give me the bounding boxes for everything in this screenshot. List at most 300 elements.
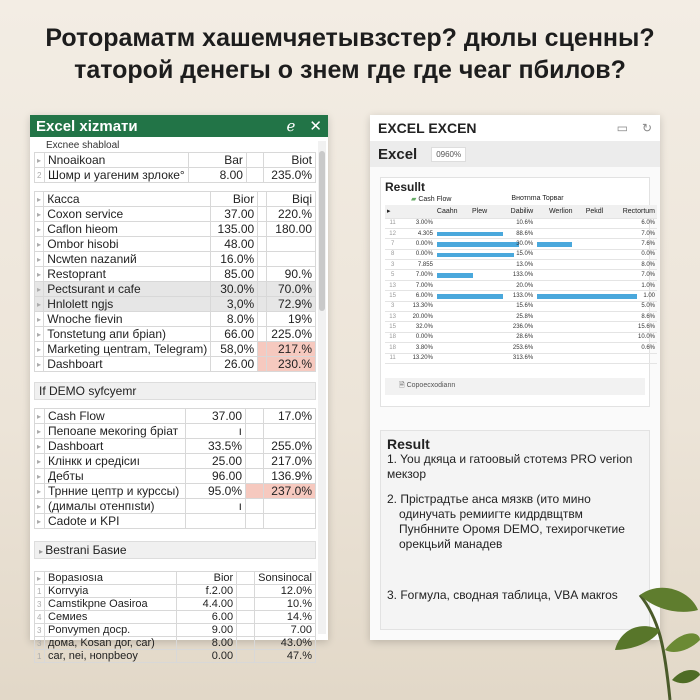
toolbar <box>370 141 660 167</box>
value-cell: ı <box>186 424 246 439</box>
document-icon: 🗎 <box>399 381 407 389</box>
table-row[interactable] <box>35 454 316 469</box>
gap <box>575 270 606 280</box>
gap-cell <box>246 153 263 168</box>
value-a: 0.00% <box>400 332 435 342</box>
bar-cell-3 <box>535 291 574 301</box>
table-row[interactable] <box>35 342 316 357</box>
bar-cell-3 <box>535 228 574 238</box>
row-label: Hnlolett ngjs <box>44 297 211 312</box>
table-row[interactable] <box>35 237 316 252</box>
value-cell: 237.0% <box>264 484 316 499</box>
row-index: 11 <box>385 218 400 228</box>
header-row <box>385 205 657 218</box>
column-header[interactable] <box>400 205 435 218</box>
data-bar <box>437 273 473 278</box>
gap-cell <box>258 237 267 252</box>
edge-icon[interactable]: ℯ <box>286 118 296 135</box>
value-cell: 43.0% <box>255 637 316 650</box>
value-c: 88.6% <box>497 228 535 238</box>
table-row[interactable] <box>35 424 316 439</box>
value-d: 6.0% <box>605 218 657 228</box>
row-marker: ▸ <box>35 252 44 267</box>
panel-title: EXCEL EXCEN <box>378 120 477 136</box>
chart-icon: ▰ <box>411 196 419 203</box>
value-cell: 10.% <box>255 598 316 611</box>
row-marker: ▸ <box>35 357 44 372</box>
row-index: 7 <box>385 239 400 249</box>
row-label: Korrvyia <box>45 585 177 598</box>
gap-cell <box>237 572 255 585</box>
gap-cell <box>258 357 267 372</box>
bar-cell-1 <box>435 280 470 290</box>
row-index: 18 <box>385 332 400 342</box>
row-label: (дималы отенпıstи) <box>45 499 186 514</box>
value-d: 0.0% <box>605 249 657 259</box>
row-marker: 3 <box>35 637 45 650</box>
plant-decoration <box>610 500 700 700</box>
row-label: Клінкк и средісиı <box>45 454 186 469</box>
value-c: 28.6% <box>497 332 535 342</box>
gap-cell <box>246 454 264 469</box>
gap <box>575 218 606 228</box>
expand-icon: ▸ <box>39 547 46 556</box>
value-cell: 90.% <box>267 267 316 282</box>
value-d: 5.0% <box>605 301 657 311</box>
gap-cell <box>258 267 267 282</box>
row-marker: ▸ <box>35 297 44 312</box>
column-header[interactable]: Dabiliw <box>497 205 535 218</box>
template-caption: Excnee shabloal <box>46 140 120 151</box>
row-marker: ▸ <box>35 454 45 469</box>
bar-cell-3 <box>535 260 574 270</box>
row-label: Nnoaikoan <box>44 153 188 168</box>
gap-cell <box>237 598 255 611</box>
row-marker: ▸ <box>35 237 44 252</box>
result-chart-card <box>380 177 655 407</box>
row-label: Caflon hieom <box>44 222 211 237</box>
bar-cell-2 <box>470 218 497 228</box>
value-cell: 3,0% <box>211 297 258 312</box>
row-marker: ▸ <box>35 342 44 357</box>
value-d: 15.6% <box>605 322 657 332</box>
table-row[interactable] <box>35 207 316 222</box>
value-cell: 17.0% <box>264 409 316 424</box>
bar-cell-1 <box>435 312 470 322</box>
gap-cell <box>246 409 264 424</box>
row-label: Cadote и KPI <box>45 514 186 529</box>
value-cell: 30.0% <box>211 282 258 297</box>
row-index: 11 <box>385 353 400 363</box>
table-row[interactable] <box>35 297 316 312</box>
table-row[interactable] <box>35 282 316 297</box>
gap-cell <box>258 327 267 342</box>
row-label: Dashboart <box>44 357 211 372</box>
row-marker: ▸ <box>35 153 45 168</box>
value-cell: 66.00 <box>211 327 258 342</box>
table-row <box>385 280 657 290</box>
row-label: Cash Flow <box>45 409 186 424</box>
row-marker: ▸ <box>35 469 45 484</box>
value-cell: 6.00 <box>177 611 237 624</box>
value-c: 25.8% <box>497 312 535 322</box>
result-item-3: 3. Fогмула, сводная таблица, VBA макros <box>387 588 618 602</box>
table-row <box>385 343 657 353</box>
value-c: 313.6% <box>497 353 535 363</box>
gap-cell <box>246 469 264 484</box>
value-cell: 136.9% <box>264 469 316 484</box>
row-marker: 3 <box>35 624 45 637</box>
bar-cell-3 <box>535 249 574 259</box>
value-cell: 12.0% <box>255 585 316 598</box>
value-cell: f.2.00 <box>177 585 237 598</box>
value-cell: 14.% <box>255 611 316 624</box>
row-marker: 2 <box>35 168 45 183</box>
table-row[interactable] <box>35 153 316 168</box>
gap-cell <box>237 624 255 637</box>
value-cell: 19% <box>267 312 316 327</box>
bar-cell-2 <box>470 322 497 332</box>
gap <box>575 312 606 322</box>
value-cell: 70.0% <box>267 282 316 297</box>
value-cell: 0.00 <box>177 650 237 663</box>
gap-cell <box>237 611 255 624</box>
value-cell: 72.9% <box>267 297 316 312</box>
value-cell: 47.% <box>255 650 316 663</box>
gap-cell <box>246 424 264 439</box>
table-row[interactable] <box>35 409 316 424</box>
bar-cell-2 <box>470 239 497 249</box>
table-row <box>385 228 657 238</box>
row-label: Ponvymen доср. <box>45 624 177 637</box>
gap <box>575 322 606 332</box>
row-index: 3 <box>385 301 400 311</box>
bar-cell-1 <box>435 260 470 270</box>
gap-cell <box>258 342 267 357</box>
row-marker: ▸ <box>35 192 44 207</box>
footer-link[interactable]: 🗎 Copoecxodiann <box>385 378 645 395</box>
bar-cell-1 <box>435 249 470 259</box>
bar-cell-3 <box>535 353 574 363</box>
value-cell: 217.0% <box>264 454 316 469</box>
gap <box>575 343 606 353</box>
scrollbar-thumb[interactable] <box>319 151 325 311</box>
table-row[interactable] <box>35 624 316 637</box>
bar-cell-2 <box>470 343 497 353</box>
bar-cell-3 <box>535 343 574 353</box>
row-index: 13 <box>385 312 400 322</box>
gap <box>575 353 606 363</box>
bar-cell-3 <box>535 280 574 290</box>
row-label: дома, Kosan дог, car) <box>45 637 177 650</box>
base-section-label[interactable] <box>34 541 316 559</box>
table-block-4 <box>34 571 316 663</box>
bar-cell-3 <box>535 322 574 332</box>
value-cell: 85.00 <box>211 267 258 282</box>
column-header[interactable]: Plew <box>470 205 497 218</box>
bar-cell-1 <box>435 322 470 332</box>
value-a: 32.0% <box>400 322 435 332</box>
row-index: 5 <box>385 270 400 280</box>
table-row[interactable] <box>35 598 316 611</box>
table-row <box>385 260 657 270</box>
bar-cell-2 <box>470 291 497 301</box>
value-a: 6.00% <box>400 291 435 301</box>
bar-cell-2 <box>470 353 497 363</box>
table-block-1 <box>34 152 316 183</box>
row-marker: 1 <box>35 650 45 663</box>
card-title: Resullt <box>385 180 426 194</box>
value-a: 7.00% <box>400 270 435 280</box>
gap-cell <box>246 168 263 183</box>
panel-title: Excel xizmaти <box>36 117 138 135</box>
excel-tab[interactable]: Excel <box>378 145 418 163</box>
table-row[interactable] <box>35 650 316 663</box>
gap-cell <box>258 207 267 222</box>
row-label: Pectsurant и cafe <box>44 282 211 297</box>
table-row <box>385 301 657 311</box>
row-label: Restoprant <box>44 267 211 282</box>
value-cell: 180.00 <box>267 222 316 237</box>
bar-cell-3 <box>535 301 574 311</box>
gap-cell <box>258 297 267 312</box>
table-row[interactable] <box>35 469 316 484</box>
gap-cell <box>246 514 264 529</box>
table-row[interactable] <box>35 637 316 650</box>
value-cell: 37.00 <box>211 207 258 222</box>
column-header[interactable]: ▸ <box>385 205 400 218</box>
value-cell: 96.00 <box>186 469 246 484</box>
value-cell: Biot <box>264 153 316 168</box>
row-label: Dashboart <box>45 439 186 454</box>
bar-cell-2 <box>470 249 497 259</box>
value-cell: 8.00 <box>188 168 246 183</box>
card-title: Result <box>387 436 430 452</box>
value-d: 10.0% <box>605 332 657 342</box>
table-block-2 <box>34 191 316 372</box>
value-cell: 37.00 <box>186 409 246 424</box>
bar-cell-1 <box>435 353 470 363</box>
value-c: 30.0% <box>497 239 535 249</box>
row-index: 15 <box>385 291 400 301</box>
table-row[interactable] <box>35 499 316 514</box>
value-d: 7.0% <box>605 270 657 280</box>
table-row[interactable] <box>35 439 316 454</box>
table-row <box>385 249 657 259</box>
table-row[interactable] <box>35 312 316 327</box>
value-cell: 16.0% <box>211 252 258 267</box>
column-header[interactable]: Pekdl <box>575 205 606 218</box>
value-cell: 8.0% <box>211 312 258 327</box>
zoom-pill[interactable]: 0960% <box>431 147 466 162</box>
row-marker: ▸ <box>35 207 44 222</box>
row-index: 3 <box>385 260 400 270</box>
gap-cell <box>258 252 267 267</box>
value-cell: 255.0% <box>264 439 316 454</box>
bar-cell-1 <box>435 228 470 238</box>
value-cell: Bior <box>211 192 258 207</box>
row-marker: ▸ <box>35 424 45 439</box>
row-marker: ▸ <box>35 327 44 342</box>
bar-cell-2 <box>470 312 497 322</box>
row-marker: ▸ <box>35 484 45 499</box>
value-cell: 48.00 <box>211 237 258 252</box>
value-c: 236.0% <box>497 322 535 332</box>
row-label: Шомр и yагеним зрлоке° <box>44 168 188 183</box>
table-row[interactable] <box>35 585 316 598</box>
value-cell: 95.0% <box>186 484 246 499</box>
excel-services-panel <box>30 115 328 662</box>
row-label: Дебты <box>45 469 186 484</box>
row-label: Camstikpne Oasiroa <box>45 598 177 611</box>
data-bar <box>537 242 572 247</box>
value-d: 0.6% <box>605 343 657 353</box>
bar-cell-1 <box>435 270 470 280</box>
gap <box>575 291 606 301</box>
value-cell: Sonsinocal <box>255 572 316 585</box>
vertical-scrollbar[interactable] <box>318 141 326 634</box>
result-item-1: 1. You дкяца и гатоовый стотемз PRO verion мекзор <box>387 452 633 481</box>
gap-cell <box>258 192 267 207</box>
value-cell <box>264 424 316 439</box>
gap-cell <box>258 222 267 237</box>
row-marker: ▸ <box>35 499 45 514</box>
value-cell: 8.00 <box>177 637 237 650</box>
value-c: 20.0% <box>497 280 535 290</box>
row-label: Cемиеs <box>45 611 177 624</box>
table-row <box>385 239 657 249</box>
value-a: 4.305 <box>400 228 435 238</box>
table-block-3 <box>34 408 316 529</box>
row-marker: ▸ <box>35 222 44 237</box>
gap <box>575 239 606 249</box>
value-c: 15.0% <box>497 249 535 259</box>
value-cell: 230.% <box>267 357 316 372</box>
bar-cell-2 <box>470 270 497 280</box>
table-row[interactable] <box>35 484 316 499</box>
table-row[interactable] <box>35 168 316 183</box>
value-a: 7.00% <box>400 280 435 290</box>
value-cell: 58,0% <box>211 342 258 357</box>
value-a: 7.855 <box>400 260 435 270</box>
row-index: 8 <box>385 249 400 259</box>
value-cell: 26.00 <box>211 357 258 372</box>
row-label: Bopasıosıa <box>45 572 177 585</box>
row-label: Ombor hisobi <box>44 237 211 252</box>
row-label: Marketing цentram, Telegram) <box>44 342 211 357</box>
column-header[interactable]: Rectortum <box>605 205 657 218</box>
table-row <box>385 322 657 332</box>
gap <box>575 280 606 290</box>
column-header[interactable]: Caahn <box>435 205 470 218</box>
value-cell: 217.% <box>267 342 316 357</box>
row-marker: ▸ <box>35 514 45 529</box>
panel-header <box>30 115 328 137</box>
gap <box>575 332 606 342</box>
table-row[interactable] <box>35 222 316 237</box>
bar-cell-3 <box>535 270 574 280</box>
row-marker: ▸ <box>35 409 45 424</box>
value-cell: 9.00 <box>177 624 237 637</box>
gap <box>575 260 606 270</box>
table-row[interactable] <box>35 611 316 624</box>
value-a: 3.00% <box>400 218 435 228</box>
row-index: 13 <box>385 280 400 290</box>
value-a: 13.30% <box>400 301 435 311</box>
table-row <box>385 270 657 280</box>
table-row[interactable] <box>35 572 316 585</box>
value-a: 3.80% <box>400 343 435 353</box>
gap-cell <box>237 637 255 650</box>
value-cell: 7.00 <box>255 624 316 637</box>
bar-cell-2 <box>470 301 497 311</box>
bar-cell-2 <box>470 228 497 238</box>
table-row[interactable] <box>35 514 316 529</box>
bar-cell-1 <box>435 343 470 353</box>
row-marker: ▸ <box>35 282 44 297</box>
row-marker: ▸ <box>35 312 44 327</box>
table-row <box>385 353 657 363</box>
row-marker: 4 <box>35 611 45 624</box>
table-row[interactable] <box>35 252 316 267</box>
page-headline: Ротораматм хашемчяетывзстер? дюлы сценны? таторой денегы о знем где где чеаг пбилов? <box>45 24 655 84</box>
table-row <box>385 291 657 301</box>
row-marker: 3 <box>35 598 45 611</box>
gap <box>575 301 606 311</box>
base-label: Bestrani Баsие <box>45 543 127 557</box>
value-cell: Bior <box>177 572 237 585</box>
close-icon[interactable]: ✕ <box>309 118 322 135</box>
row-index: 12 <box>385 228 400 238</box>
bar-cell-3 <box>535 239 574 249</box>
row-marker: ▸ <box>35 267 44 282</box>
bar-cell-3 <box>535 312 574 322</box>
bar-cell-2 <box>470 332 497 342</box>
gap-cell <box>258 312 267 327</box>
value-cell: 4.4.00 <box>177 598 237 611</box>
window-icon[interactable]: ▭ <box>616 121 628 135</box>
row-label: Трнние цептр и курссы) <box>45 484 186 499</box>
value-cell: Bar <box>188 153 246 168</box>
value-d: 8.0% <box>605 260 657 270</box>
bar-cell-1 <box>435 239 470 249</box>
value-c: 10.6% <box>497 218 535 228</box>
value-cell <box>267 252 316 267</box>
legend-cash-flow: ▰ Cash Flow <box>411 196 452 203</box>
value-cell: 220.% <box>267 207 316 222</box>
bar-cell-1 <box>435 332 470 342</box>
value-c: 133.0% <box>497 291 535 301</box>
table-row[interactable] <box>35 357 316 372</box>
value-cell <box>264 514 316 529</box>
column-header[interactable]: Werlion <box>535 205 574 218</box>
value-c: 133.0% <box>497 270 535 280</box>
bar-cell-3 <box>535 332 574 342</box>
gap <box>575 249 606 259</box>
table-row[interactable] <box>35 192 316 207</box>
bar-cell-1 <box>435 301 470 311</box>
table-row[interactable] <box>35 327 316 342</box>
value-cell: 25.00 <box>186 454 246 469</box>
row-label: Касса <box>44 192 211 207</box>
value-d: 1.0% <box>605 280 657 290</box>
row-marker: ▸ <box>35 439 45 454</box>
refresh-icon[interactable]: ↻ <box>641 121 652 135</box>
table-row[interactable] <box>35 267 316 282</box>
value-d: 8.6% <box>605 312 657 322</box>
row-marker: ▸ <box>35 572 45 585</box>
bar-cell-1 <box>435 218 470 228</box>
